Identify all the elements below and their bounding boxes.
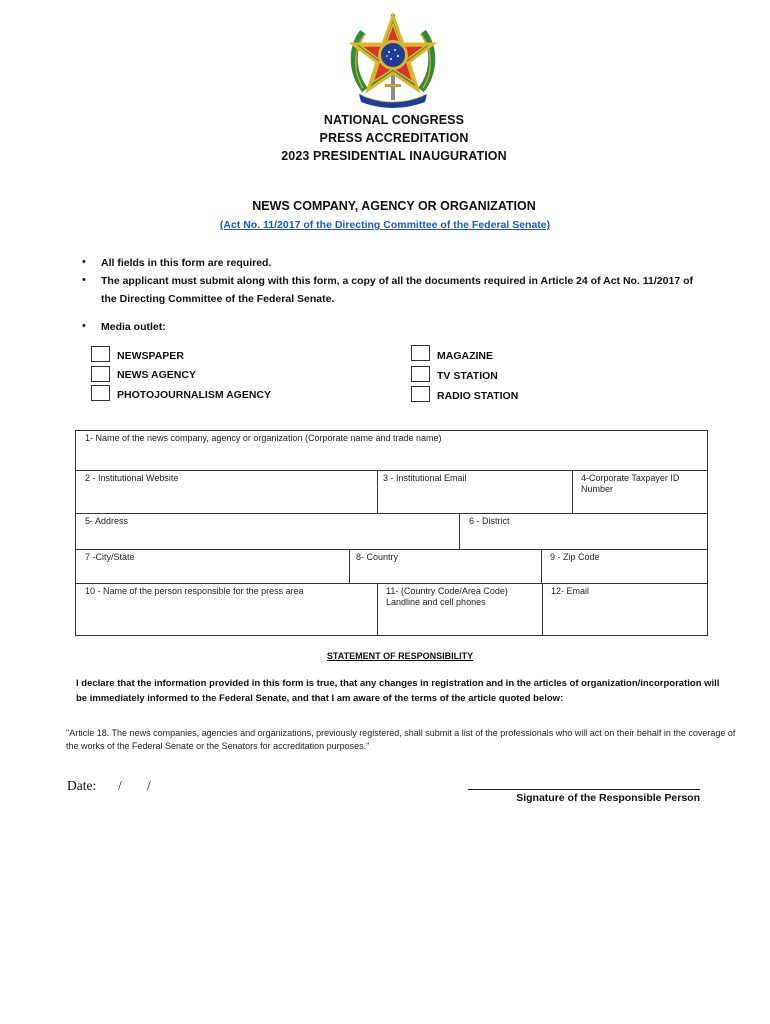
radio-station-label: RADIO STATION xyxy=(437,390,519,402)
statement-title: STATEMENT OF RESPONSIBILITY xyxy=(326,651,474,661)
field-institutional-website[interactable]: 2 - Institutional Website xyxy=(85,473,179,483)
header-line-3: 2023 PRESIDENTIAL INAUGURATION xyxy=(281,149,507,163)
bullet-marker: • xyxy=(82,320,86,332)
field-district[interactable]: 6 - District xyxy=(469,516,510,526)
field-company-name[interactable]: 1- Name of the news company, agency or organization (Corporate name and trade name) xyxy=(85,433,442,443)
field-country[interactable]: 8- Country xyxy=(356,552,399,562)
field-email[interactable]: 12- Email xyxy=(551,586,590,596)
field-taxpayer-id[interactable]: 4-Corporate Taxpayer ID Number xyxy=(581,473,680,494)
newspaper-label: NEWSPAPER xyxy=(117,350,184,362)
field-press-responsible[interactable]: 10 - Name of the person responsible for the press area xyxy=(85,586,304,596)
magazine-label: MAGAZINE xyxy=(437,350,493,362)
act-reference-link[interactable]: (Act No. 11/2017 of the Directing Committee of the Federal Senate) xyxy=(219,219,551,231)
bullet-marker: • xyxy=(82,274,86,286)
coat-of-arms-icon xyxy=(345,10,441,110)
bullet-marker: • xyxy=(82,256,86,268)
date-separator: / xyxy=(147,778,151,793)
registration-form-table xyxy=(75,430,708,636)
bullet-documents: The applicant must submit along with this form, a copy of all the documents required in Article 24 of Act No. 11/2017 of the Directing Committee of the Federal Senate. xyxy=(101,275,693,305)
news-agency-checkbox[interactable] xyxy=(91,366,110,382)
photojournalism-agency-checkbox[interactable] xyxy=(91,385,110,401)
field-zip-code[interactable]: 9 - Zip Code xyxy=(550,552,600,562)
field-address[interactable]: 5- Address xyxy=(85,516,129,526)
news-agency-label: NEWS AGENCY xyxy=(117,369,196,381)
field-institutional-email[interactable]: 3 - Institutional Email xyxy=(383,473,467,483)
field-phones[interactable]: 11- (Country Code/Area Code) Landline and cell phones xyxy=(386,586,508,607)
tv-station-checkbox[interactable] xyxy=(411,366,430,382)
bullet-media-outlet: Media outlet: xyxy=(101,321,166,333)
date-separator: / xyxy=(118,778,122,793)
bullet-required-fields: All fields in this form are required. xyxy=(101,257,272,269)
header-line-1: NATIONAL CONGRESS xyxy=(323,113,465,127)
signature-line[interactable] xyxy=(468,789,700,790)
signature-label: Signature of the Responsible Person xyxy=(516,792,700,804)
article-quote: "Article 18. The news companies, agencies and organizations, previously registered, shall submit a list of the professionals who will act on their behalf in the coverage of the works of the Federal Senate or the Senators for accreditation purposes." xyxy=(66,728,736,751)
magazine-checkbox[interactable] xyxy=(411,345,430,361)
tv-station-label: TV STATION xyxy=(437,370,498,382)
date-label: Date: xyxy=(67,778,97,793)
field-city-state[interactable]: 7 -City/State xyxy=(85,552,135,562)
radio-station-checkbox[interactable] xyxy=(411,386,430,402)
header-line-2: PRESS ACCREDITATION xyxy=(319,131,469,145)
newspaper-checkbox[interactable] xyxy=(91,346,110,362)
form-subtitle: NEWS COMPANY, AGENCY OR ORGANIZATION xyxy=(252,199,536,213)
photojournalism-agency-label: PHOTOJOURNALISM AGENCY xyxy=(117,389,272,401)
declaration-text: I declare that the information provided in this form is true, that any changes in registration and in the articles of organization/incorporation will be immediately informed to the Federal Senate, and that I am aware of the terms of the article quoted below: xyxy=(76,678,720,704)
